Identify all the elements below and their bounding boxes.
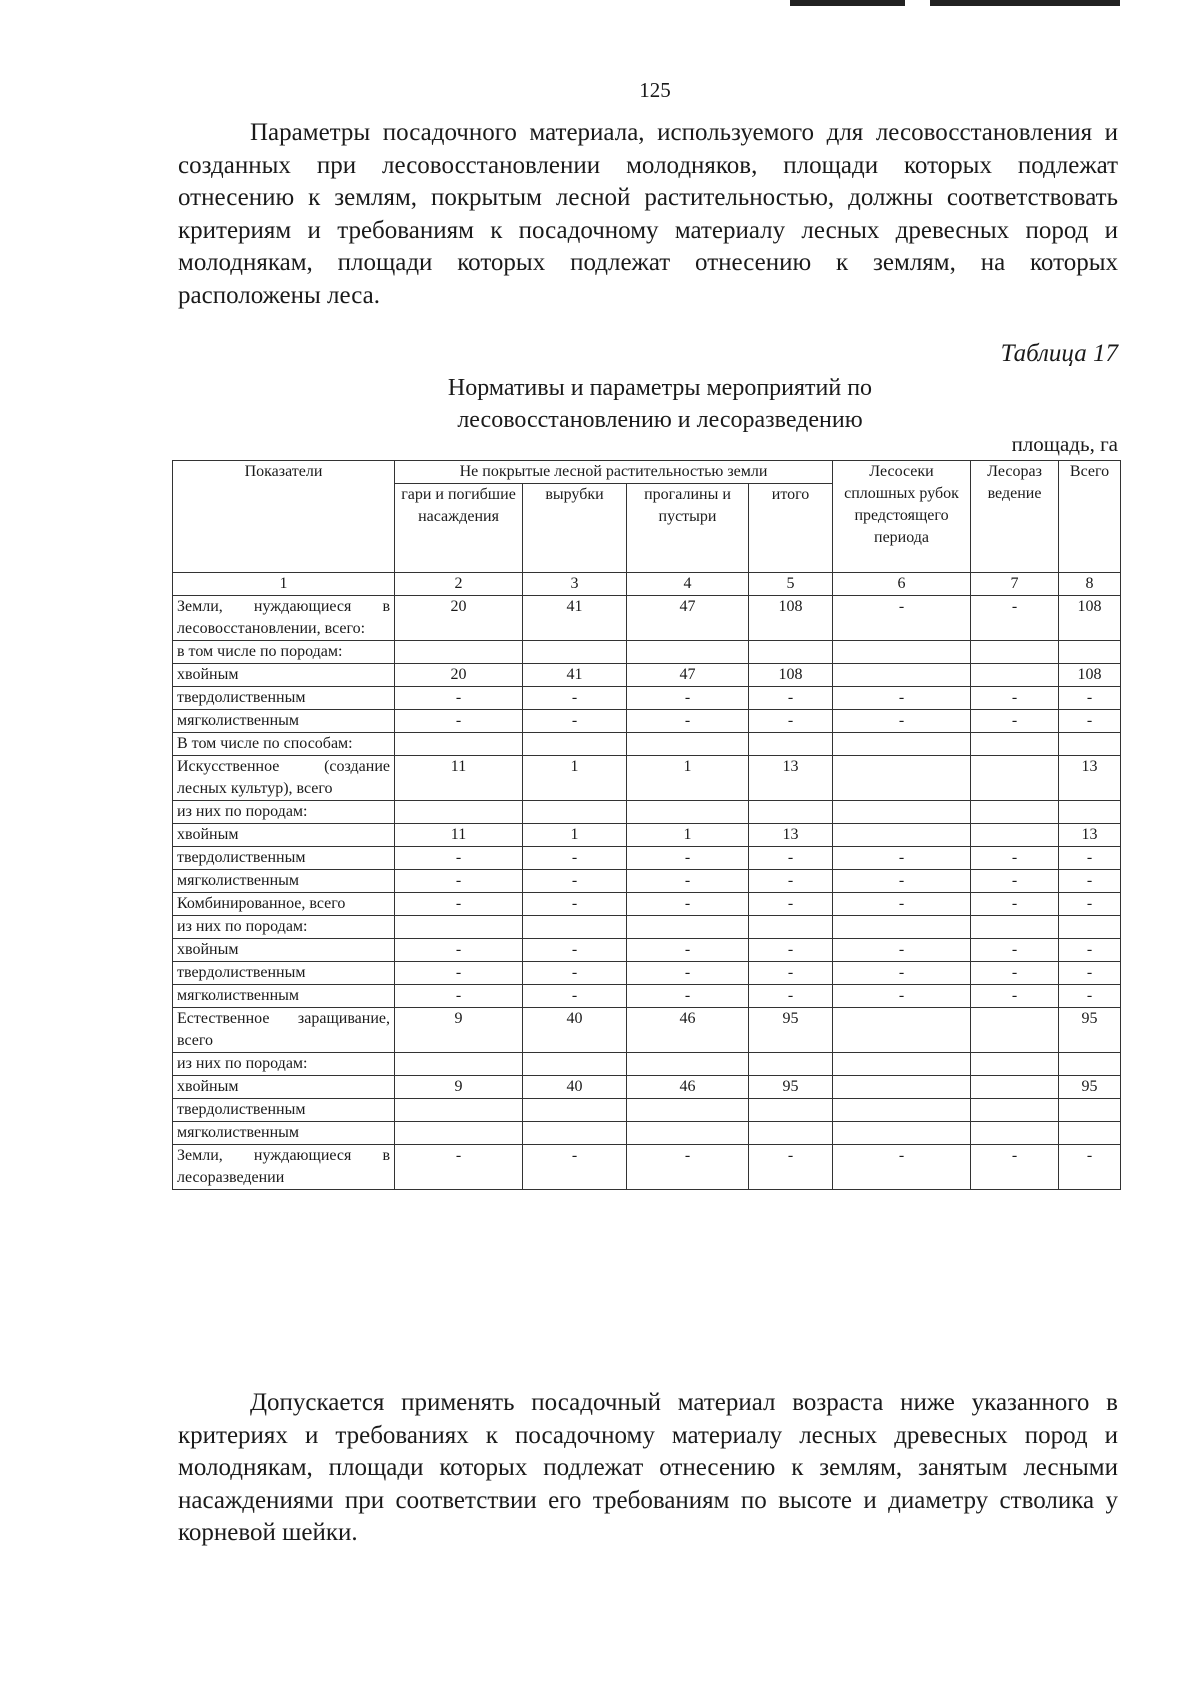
- table-header-row: [173, 461, 1121, 484]
- table-cell: -: [523, 847, 627, 870]
- row-label: Земли, нуждающиеся в лесовосстановлении, всего:: [173, 596, 395, 641]
- table-row: [173, 962, 1121, 985]
- table-cell: [833, 801, 971, 824]
- row-label: из них по породам:: [173, 916, 395, 939]
- table-cell: 13: [749, 756, 833, 801]
- table-cell: -: [833, 893, 971, 916]
- table-cell: -: [971, 847, 1059, 870]
- table-cell: [971, 1076, 1059, 1099]
- table-cell: 47: [627, 664, 749, 687]
- table-cell: [971, 1099, 1059, 1122]
- table-cell: -: [627, 870, 749, 893]
- table-cell: [627, 1122, 749, 1145]
- table-cell: [971, 1053, 1059, 1076]
- table-row: [173, 641, 1121, 664]
- table-cell: [395, 1053, 523, 1076]
- table-cell: -: [971, 687, 1059, 710]
- table-cell: [523, 733, 627, 756]
- row-label: мягколиственным: [173, 1122, 395, 1145]
- table-row: [173, 870, 1121, 893]
- table-cell: 95: [1059, 1076, 1121, 1099]
- unit-label: площадь, га: [1011, 432, 1118, 456]
- table-cell: [971, 801, 1059, 824]
- table-cell: 11: [395, 756, 523, 801]
- table-row: [173, 801, 1121, 824]
- table-cell: [971, 824, 1059, 847]
- header-sub1: гари и погибшие насаждения: [395, 484, 523, 573]
- table-cell: [1059, 1053, 1121, 1076]
- row-label: хвойным: [173, 824, 395, 847]
- table-cell: -: [523, 985, 627, 1008]
- table-row: [173, 710, 1121, 733]
- table-cell: -: [1059, 985, 1121, 1008]
- table-cell: -: [833, 687, 971, 710]
- paragraph-allowance: [178, 1387, 1118, 1550]
- table-title-line: Нормативы и параметры мероприятий по: [447, 375, 873, 401]
- table-row: [173, 824, 1121, 847]
- table-cell: [833, 641, 971, 664]
- table-row: [173, 916, 1121, 939]
- table-cell: -: [749, 1145, 833, 1190]
- table-row: [173, 733, 1121, 756]
- table-cell: [833, 733, 971, 756]
- table-cell: 46: [627, 1008, 749, 1053]
- table-cell: -: [1059, 687, 1121, 710]
- table-cell: -: [627, 985, 749, 1008]
- table-cell: -: [749, 939, 833, 962]
- table-cell: -: [971, 893, 1059, 916]
- table-cell: -: [627, 1145, 749, 1190]
- table-cell: [1059, 801, 1121, 824]
- table-cell: 46: [627, 1076, 749, 1099]
- table-cell: 1: [627, 824, 749, 847]
- scan-artifact-bar: [930, 0, 1120, 6]
- table-cell: [749, 733, 833, 756]
- column-number: 6: [833, 573, 971, 596]
- header-sub2: вырубки: [523, 484, 627, 573]
- table-cell: [523, 801, 627, 824]
- row-label: мягколиственным: [173, 870, 395, 893]
- table-cell: [627, 801, 749, 824]
- table-row: [173, 985, 1121, 1008]
- paragraph-allowance-text: Допускается применять посадочный материал возраста ниже указанного в критериях и требованиях к посадочному материалу лесных древесных пород и молоднякам, площади которых подлежат отнесению к землям, занятым лесными насаждениями при соответствии его требованиям по высоте и диаметру стволика у корневой шейки.: [178, 1389, 1118, 1546]
- table-cell: -: [833, 1145, 971, 1190]
- row-label: Земли, нуждающиеся в лесоразведении: [173, 1145, 395, 1190]
- table-cell: [971, 1122, 1059, 1145]
- table-cell: [523, 916, 627, 939]
- table-cell: -: [833, 710, 971, 733]
- table-row: [173, 687, 1121, 710]
- table-cell: -: [971, 962, 1059, 985]
- row-label: мягколиственным: [173, 985, 395, 1008]
- table-cell: -: [749, 893, 833, 916]
- table-cell: 108: [1059, 596, 1121, 641]
- table-cell: 9: [395, 1076, 523, 1099]
- table-cell: [395, 916, 523, 939]
- row-label: в том числе по породам:: [173, 641, 395, 664]
- table-row: [173, 664, 1121, 687]
- table-cell: [833, 664, 971, 687]
- header-indicators: Показатели: [173, 461, 395, 573]
- table-cell: -: [749, 962, 833, 985]
- table-cell: [1059, 641, 1121, 664]
- table-cell: [627, 1099, 749, 1122]
- table-cell: -: [523, 710, 627, 733]
- column-number: 7: [971, 573, 1059, 596]
- table-cell: [833, 916, 971, 939]
- table-cell: 95: [1059, 1008, 1121, 1053]
- table-cell: -: [1059, 962, 1121, 985]
- table-title: [300, 372, 1020, 436]
- table-cell: -: [833, 962, 971, 985]
- table-row: [173, 1145, 1121, 1190]
- table-cell: [749, 1122, 833, 1145]
- table-cell: 95: [749, 1076, 833, 1099]
- row-label: твердолиственным: [173, 1099, 395, 1122]
- column-number: 2: [395, 573, 523, 596]
- table-cell: [627, 733, 749, 756]
- header-sub3: прогалины и пустыри: [627, 484, 749, 573]
- column-number: 1: [173, 573, 395, 596]
- table-cell: -: [395, 847, 523, 870]
- table-row: [173, 893, 1121, 916]
- table-cell: -: [395, 939, 523, 962]
- table-title-line: лесовосстановлению и лесоразведению: [457, 407, 863, 433]
- table-cell: -: [971, 596, 1059, 641]
- table-cell: [749, 1053, 833, 1076]
- table-cell: [395, 801, 523, 824]
- table-cell: 9: [395, 1008, 523, 1053]
- norms-table: [172, 460, 1121, 1190]
- row-label: Естественное заращивание, всего: [173, 1008, 395, 1053]
- table-cell: [627, 1053, 749, 1076]
- header-sub4: итого: [749, 484, 833, 573]
- row-label: мягколиственным: [173, 710, 395, 733]
- paragraph-intro-text: Параметры посадочного материала, используемого для лесовосстановления и созданных при лесовосстановлении молодняков, площади которых подлежат отнесению к землям, покрытым лесной растительностью, должны соответствовать критериям и требованиям к посадочному материалу лесных древесных пород и молоднякам, площади которых подлежат отнесению к землям, на которых расположены леса.: [178, 119, 1118, 309]
- header-col8: Всего: [1059, 461, 1121, 573]
- table-cell: 108: [749, 664, 833, 687]
- table-cell: 1: [523, 756, 627, 801]
- row-label: Комбинированное, всего: [173, 893, 395, 916]
- table-cell: -: [627, 710, 749, 733]
- table-cell: -: [627, 687, 749, 710]
- table-cell: -: [523, 1145, 627, 1190]
- table-cell: -: [1059, 710, 1121, 733]
- table-cell: 1: [627, 756, 749, 801]
- table-row: [173, 1122, 1121, 1145]
- table-cell: 40: [523, 1008, 627, 1053]
- table-cell: -: [833, 939, 971, 962]
- table-cell: -: [749, 985, 833, 1008]
- table-cell: [523, 641, 627, 664]
- table-cell: 41: [523, 596, 627, 641]
- table-cell: -: [1059, 870, 1121, 893]
- table-cell: -: [971, 939, 1059, 962]
- row-label: твердолиственным: [173, 962, 395, 985]
- table-row: [173, 1099, 1121, 1122]
- table-cell: [833, 1099, 971, 1122]
- table-cell: -: [627, 962, 749, 985]
- table-number: Таблица 17: [1000, 340, 1118, 367]
- table-cell: 13: [1059, 824, 1121, 847]
- table-cell: 13: [1059, 756, 1121, 801]
- table-cell: 11: [395, 824, 523, 847]
- table-cell: -: [627, 847, 749, 870]
- table-cell: -: [1059, 847, 1121, 870]
- table-cell: 13: [749, 824, 833, 847]
- table-cell: [627, 916, 749, 939]
- header-col7: Лесораз ведение: [971, 461, 1059, 573]
- table-cell: [1059, 916, 1121, 939]
- table-cell: -: [749, 847, 833, 870]
- table-cell: -: [395, 962, 523, 985]
- table-cell: 47: [627, 596, 749, 641]
- row-label: хвойным: [173, 664, 395, 687]
- row-label: твердолиственным: [173, 847, 395, 870]
- table-cell: [833, 824, 971, 847]
- table-cell: -: [395, 1145, 523, 1190]
- table-cell: -: [523, 939, 627, 962]
- table-cell: [833, 1122, 971, 1145]
- table-cell: [523, 1099, 627, 1122]
- table-cell: -: [749, 870, 833, 893]
- header-col6: Лесосеки сплошных рубок предстоящего периода: [833, 461, 971, 573]
- table-cell: -: [395, 870, 523, 893]
- table-cell: [971, 756, 1059, 801]
- table-cell: [971, 664, 1059, 687]
- table-cell: -: [749, 687, 833, 710]
- table-cell: [833, 1053, 971, 1076]
- page-number: 125: [639, 78, 671, 102]
- table-row: [173, 1076, 1121, 1099]
- table-cell: [523, 1053, 627, 1076]
- table-cell: [833, 1008, 971, 1053]
- table-cell: -: [971, 985, 1059, 1008]
- table-cell: -: [833, 870, 971, 893]
- table-cell: [523, 1122, 627, 1145]
- table-cell: -: [971, 870, 1059, 893]
- table-cell: 108: [1059, 664, 1121, 687]
- column-number: 4: [627, 573, 749, 596]
- table-cell: [749, 801, 833, 824]
- table-cell: -: [523, 893, 627, 916]
- table-row: [173, 939, 1121, 962]
- table-cell: -: [395, 985, 523, 1008]
- table-cell: -: [395, 687, 523, 710]
- table-cell: [749, 641, 833, 664]
- table-cell: -: [833, 596, 971, 641]
- scan-artifact-bar: [790, 0, 905, 6]
- row-label: Искусственное (создание лесных культур), всего: [173, 756, 395, 801]
- table-cell: -: [971, 1145, 1059, 1190]
- table-cell: [627, 641, 749, 664]
- table-row: [173, 596, 1121, 641]
- table-cell: [395, 1122, 523, 1145]
- table-cell: [833, 1076, 971, 1099]
- table-cell: -: [523, 962, 627, 985]
- column-number: 8: [1059, 573, 1121, 596]
- table-cell: -: [1059, 1145, 1121, 1190]
- table-cell: -: [971, 710, 1059, 733]
- table-cell: -: [627, 893, 749, 916]
- table-cell: [971, 641, 1059, 664]
- table-cell: -: [749, 710, 833, 733]
- table-cell: [395, 641, 523, 664]
- row-label: хвойным: [173, 1076, 395, 1099]
- table-cell: -: [1059, 893, 1121, 916]
- row-label: из них по породам:: [173, 1053, 395, 1076]
- paragraph-intro: [178, 117, 1118, 312]
- table-row: [173, 847, 1121, 870]
- table-cell: 1: [523, 824, 627, 847]
- table-cell: 95: [749, 1008, 833, 1053]
- table-cell: -: [523, 687, 627, 710]
- row-label: В том числе по способам:: [173, 733, 395, 756]
- table-cell: [749, 916, 833, 939]
- row-label: из них по породам:: [173, 801, 395, 824]
- table-cell: 40: [523, 1076, 627, 1099]
- table-cell: -: [523, 870, 627, 893]
- table-cell: [395, 733, 523, 756]
- table-cell: [1059, 1099, 1121, 1122]
- table-cell: [833, 756, 971, 801]
- table-cell: [971, 1008, 1059, 1053]
- table-cell: 20: [395, 664, 523, 687]
- table-cell: [1059, 733, 1121, 756]
- header-group: Не покрытые лесной растительностью земли: [395, 461, 833, 484]
- table-row: [173, 1053, 1121, 1076]
- column-number: 5: [749, 573, 833, 596]
- column-numbers-row: [173, 573, 1121, 596]
- column-number: 3: [523, 573, 627, 596]
- table-cell: 108: [749, 596, 833, 641]
- table-cell: -: [1059, 939, 1121, 962]
- table-cell: [749, 1099, 833, 1122]
- table-row: [173, 756, 1121, 801]
- table-cell: -: [627, 939, 749, 962]
- table-row: [173, 1008, 1121, 1053]
- table-cell: 20: [395, 596, 523, 641]
- row-label: хвойным: [173, 939, 395, 962]
- table-cell: [395, 1099, 523, 1122]
- table-cell: 41: [523, 664, 627, 687]
- table-cell: -: [833, 985, 971, 1008]
- table-cell: -: [395, 710, 523, 733]
- table-cell: [971, 916, 1059, 939]
- row-label: твердолиственным: [173, 687, 395, 710]
- table-cell: [971, 733, 1059, 756]
- table-cell: -: [395, 893, 523, 916]
- table-cell: -: [833, 847, 971, 870]
- table-cell: [1059, 1122, 1121, 1145]
